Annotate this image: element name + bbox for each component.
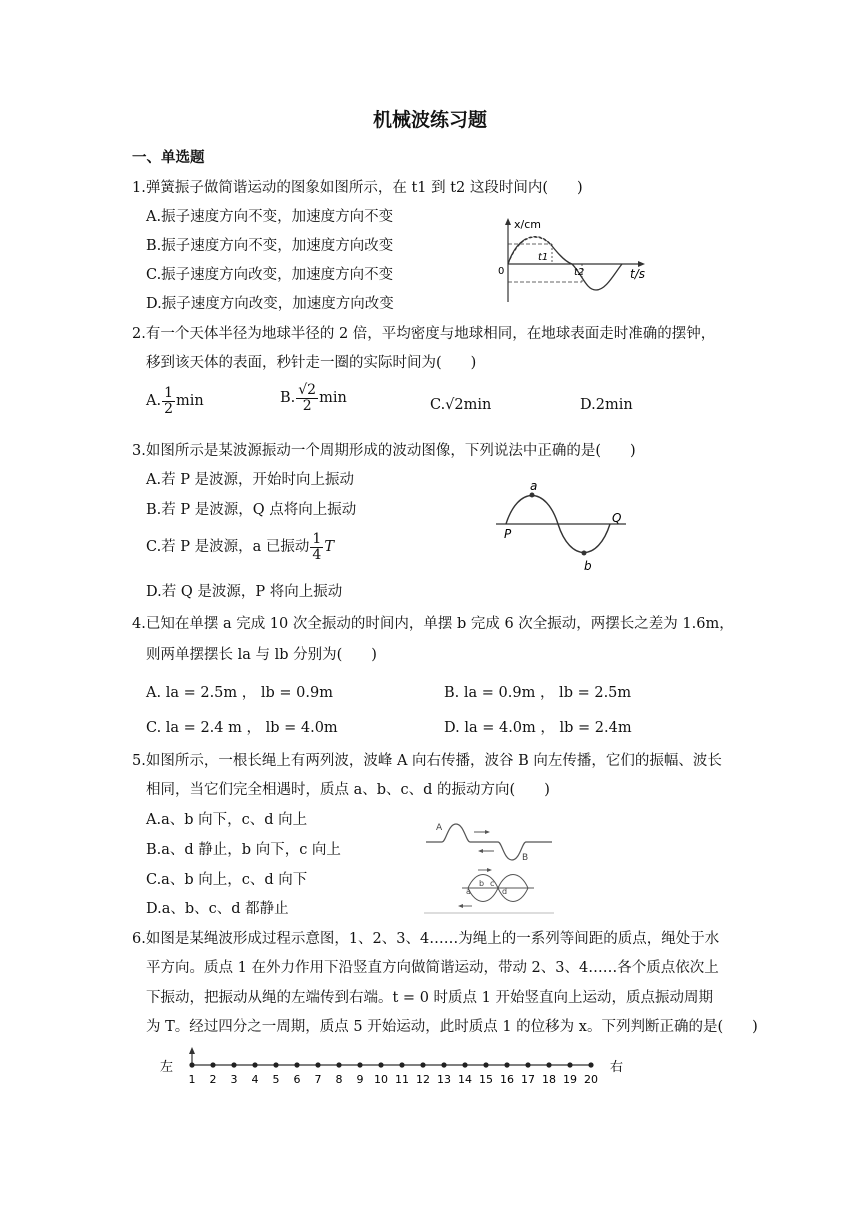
q1-fig-y-label: x/cm <box>514 218 541 231</box>
q6-rope-point <box>546 1062 551 1067</box>
q6-rope-point-label: 14 <box>458 1073 472 1086</box>
q2-stem-line1: 2.有一个天体半径为地球半径的 2 倍，平均密度与地球相同，在地球表面走时准确的摆钟， <box>132 326 716 342</box>
q6-rope-point-label: 10 <box>374 1073 388 1086</box>
q6-rope-point <box>567 1062 572 1067</box>
q6-rope-point <box>231 1062 236 1067</box>
q5-option-c: C.a、b 向上，c、d 向下 <box>146 872 308 888</box>
q6-rope-point-label: 20 <box>584 1073 598 1086</box>
q6-rope-point-label: 3 <box>230 1073 238 1086</box>
q5-fig-b-label: B <box>522 853 529 863</box>
q5-figure <box>424 818 556 914</box>
q6-rope-point <box>462 1062 467 1067</box>
q2-stem-line2: 移到该天体的表面，秒针走一圈的实际时间为( ) <box>146 355 477 371</box>
q6-rope-point <box>441 1062 446 1067</box>
q2-option-a: A. $\frac{1}{2}$ min <box>146 385 204 417</box>
q1-stem: 1.弹簧振子做简谐运动的图象如图所示，在 t1 到 t2 这段时间内( ) <box>132 180 583 196</box>
q3-fig-a: a <box>530 479 538 493</box>
q4-stem-line1: 4.已知在单摆 a 完成 10 次全振动的时间内，单摆 b 完成 6 次全振动，两摆长之差为 1.6m， <box>132 616 734 632</box>
q6-line1: 6.如图是某绳波形成过程示意图，1、2、3、4……为绳上的一系列等间距的质点，绳处于水 <box>132 931 720 947</box>
q5-fig-point-c: c <box>490 879 495 888</box>
q6-rope-point-label: 2 <box>209 1073 217 1086</box>
q6-rope-point <box>483 1062 488 1067</box>
q6-line2: 平方向。质点 1 在外力作用下沿竖直方向做简谐运动，带动 2、3、4……各个质点依次上 <box>146 960 719 976</box>
q6-rope-point-label: 4 <box>251 1073 259 1086</box>
q3-fig-p: P <box>504 527 512 541</box>
q5-fig-a-label: A <box>436 823 443 833</box>
q1-option-d: D.振子速度方向改变，加速度方向改变 <box>146 296 394 312</box>
q6-line4: 为 T。经过四分之一周期，质点 5 开始运动，此时质点 1 的位移为 x。下列判断正确的是( ) <box>146 1019 758 1035</box>
q6-rope-point <box>273 1062 278 1067</box>
q6-rope-point <box>189 1062 194 1067</box>
q3-fig-b: b <box>584 559 592 573</box>
q6-rope-point-label: 13 <box>437 1073 451 1086</box>
q6-rope-point <box>357 1062 362 1067</box>
q6-rope-point <box>420 1062 425 1067</box>
q5-fig-point-b: b <box>479 879 485 888</box>
q1-fig-t1: t1 <box>538 252 549 263</box>
q6-rope-point <box>294 1062 299 1067</box>
q6-figure <box>158 1046 628 1088</box>
q2-option-d: D.2min <box>580 397 633 413</box>
q4-option-a: A. la = 2.5m ， lb = 0.9m <box>146 685 333 701</box>
q6-rope-point-label: 1 <box>188 1073 196 1086</box>
q6-rope-point-label: 6 <box>293 1073 301 1086</box>
q4-option-c: C. la = 2.4 m ， lb = 4.0m <box>146 720 338 736</box>
q1-fig-origin: 0 <box>498 266 505 277</box>
q1-figure <box>490 214 650 306</box>
q2-option-c: C.√2min <box>430 397 492 413</box>
q1-fig-x-label: t/s <box>630 267 645 281</box>
q5-fig-point-d: d <box>502 887 508 896</box>
q6-rope-point-label: 18 <box>542 1073 556 1086</box>
q1-option-c: C.振子速度方向改变，加速度方向不变 <box>146 267 394 283</box>
q4-stem-line2: 则两单摆摆长 la 与 lb 分别为( ) <box>146 647 377 663</box>
q6-fig-right-label: 右 <box>610 1060 624 1075</box>
q6-line3: 下振动，把振动从绳的左端传到右端。t = 0 时质点 1 开始竖直向上运动，质点振动周期 <box>146 990 713 1006</box>
q6-rope-point-label: 11 <box>395 1073 409 1086</box>
q5-fig-point-a: a <box>466 887 471 896</box>
q6-rope-point <box>252 1062 257 1067</box>
q5-stem-line2: 相同，当它们完全相遇时，质点 a、b、c、d 的振动方向( ) <box>146 782 550 798</box>
q6-rope-point <box>315 1062 320 1067</box>
q6-rope-point <box>378 1062 383 1067</box>
q5-option-b: B.a、d 静止，b 向下，c 向上 <box>146 842 341 858</box>
q6-rope-point-label: 17 <box>521 1073 535 1086</box>
q6-rope-point-label: 19 <box>563 1073 577 1086</box>
q3-option-b: B.若 P 是波源，Q 点将向上振动 <box>146 502 357 518</box>
q3-option-a: A.若 P 是波源，开始时向上振动 <box>146 472 355 488</box>
q6-rope-point <box>336 1062 341 1067</box>
page-title: 机械波练习题 <box>372 109 487 131</box>
q3-fig-q: Q <box>612 511 622 525</box>
q6-rope-point-label: 16 <box>500 1073 514 1086</box>
q1-option-a: A.振子速度方向不变，加速度方向不变 <box>146 209 394 225</box>
q4-option-b: B. la = 0.9m ， lb = 2.5m <box>444 685 632 701</box>
q6-rope-point-label: 5 <box>272 1073 280 1086</box>
q6-rope-point <box>525 1062 530 1067</box>
q6-rope-point-label: 8 <box>335 1073 343 1086</box>
q3-option-d: D.若 Q 是波源，P 将向上振动 <box>146 584 343 600</box>
q6-fig-left-label: 左 <box>160 1060 174 1075</box>
q5-stem-line1: 5.如图所示，一根长绳上有两列波，波峰 A 向右传播，波谷 B 向左传播，它们的振幅、波长 <box>132 753 722 769</box>
q6-rope-point <box>399 1062 404 1067</box>
q5-option-d: D.a、b、c、d 都静止 <box>146 901 289 917</box>
section-heading: 一、单选题 <box>132 149 205 166</box>
q3-option-c: C.若 P 是波源，a 已振动 $\frac{1}{4}$ T <box>146 531 335 563</box>
q6-rope-point-label: 9 <box>356 1073 364 1086</box>
q5-option-a: A.a、b 向下，c、d 向上 <box>146 812 308 828</box>
q6-rope-point <box>588 1062 593 1067</box>
q6-rope-point-label: 12 <box>416 1073 430 1086</box>
q6-rope-point <box>210 1062 215 1067</box>
q4-option-d: D. la = 4.0m ， lb = 2.4m <box>444 720 632 736</box>
q3-figure <box>494 478 634 576</box>
q3-stem: 3.如图所示是某波源振动一个周期形成的波动图像，下列说法中正确的是( ) <box>132 443 636 459</box>
q2-option-b: B. $\frac{√2}{2}$ min <box>280 382 347 414</box>
q1-fig-t2: t2 <box>574 267 585 278</box>
q1-option-b: B.振子速度方向不变，加速度方向改变 <box>146 238 394 254</box>
q6-rope-point-label: 15 <box>479 1073 493 1086</box>
q6-rope-point-label: 7 <box>314 1073 322 1086</box>
q6-rope-point <box>504 1062 509 1067</box>
